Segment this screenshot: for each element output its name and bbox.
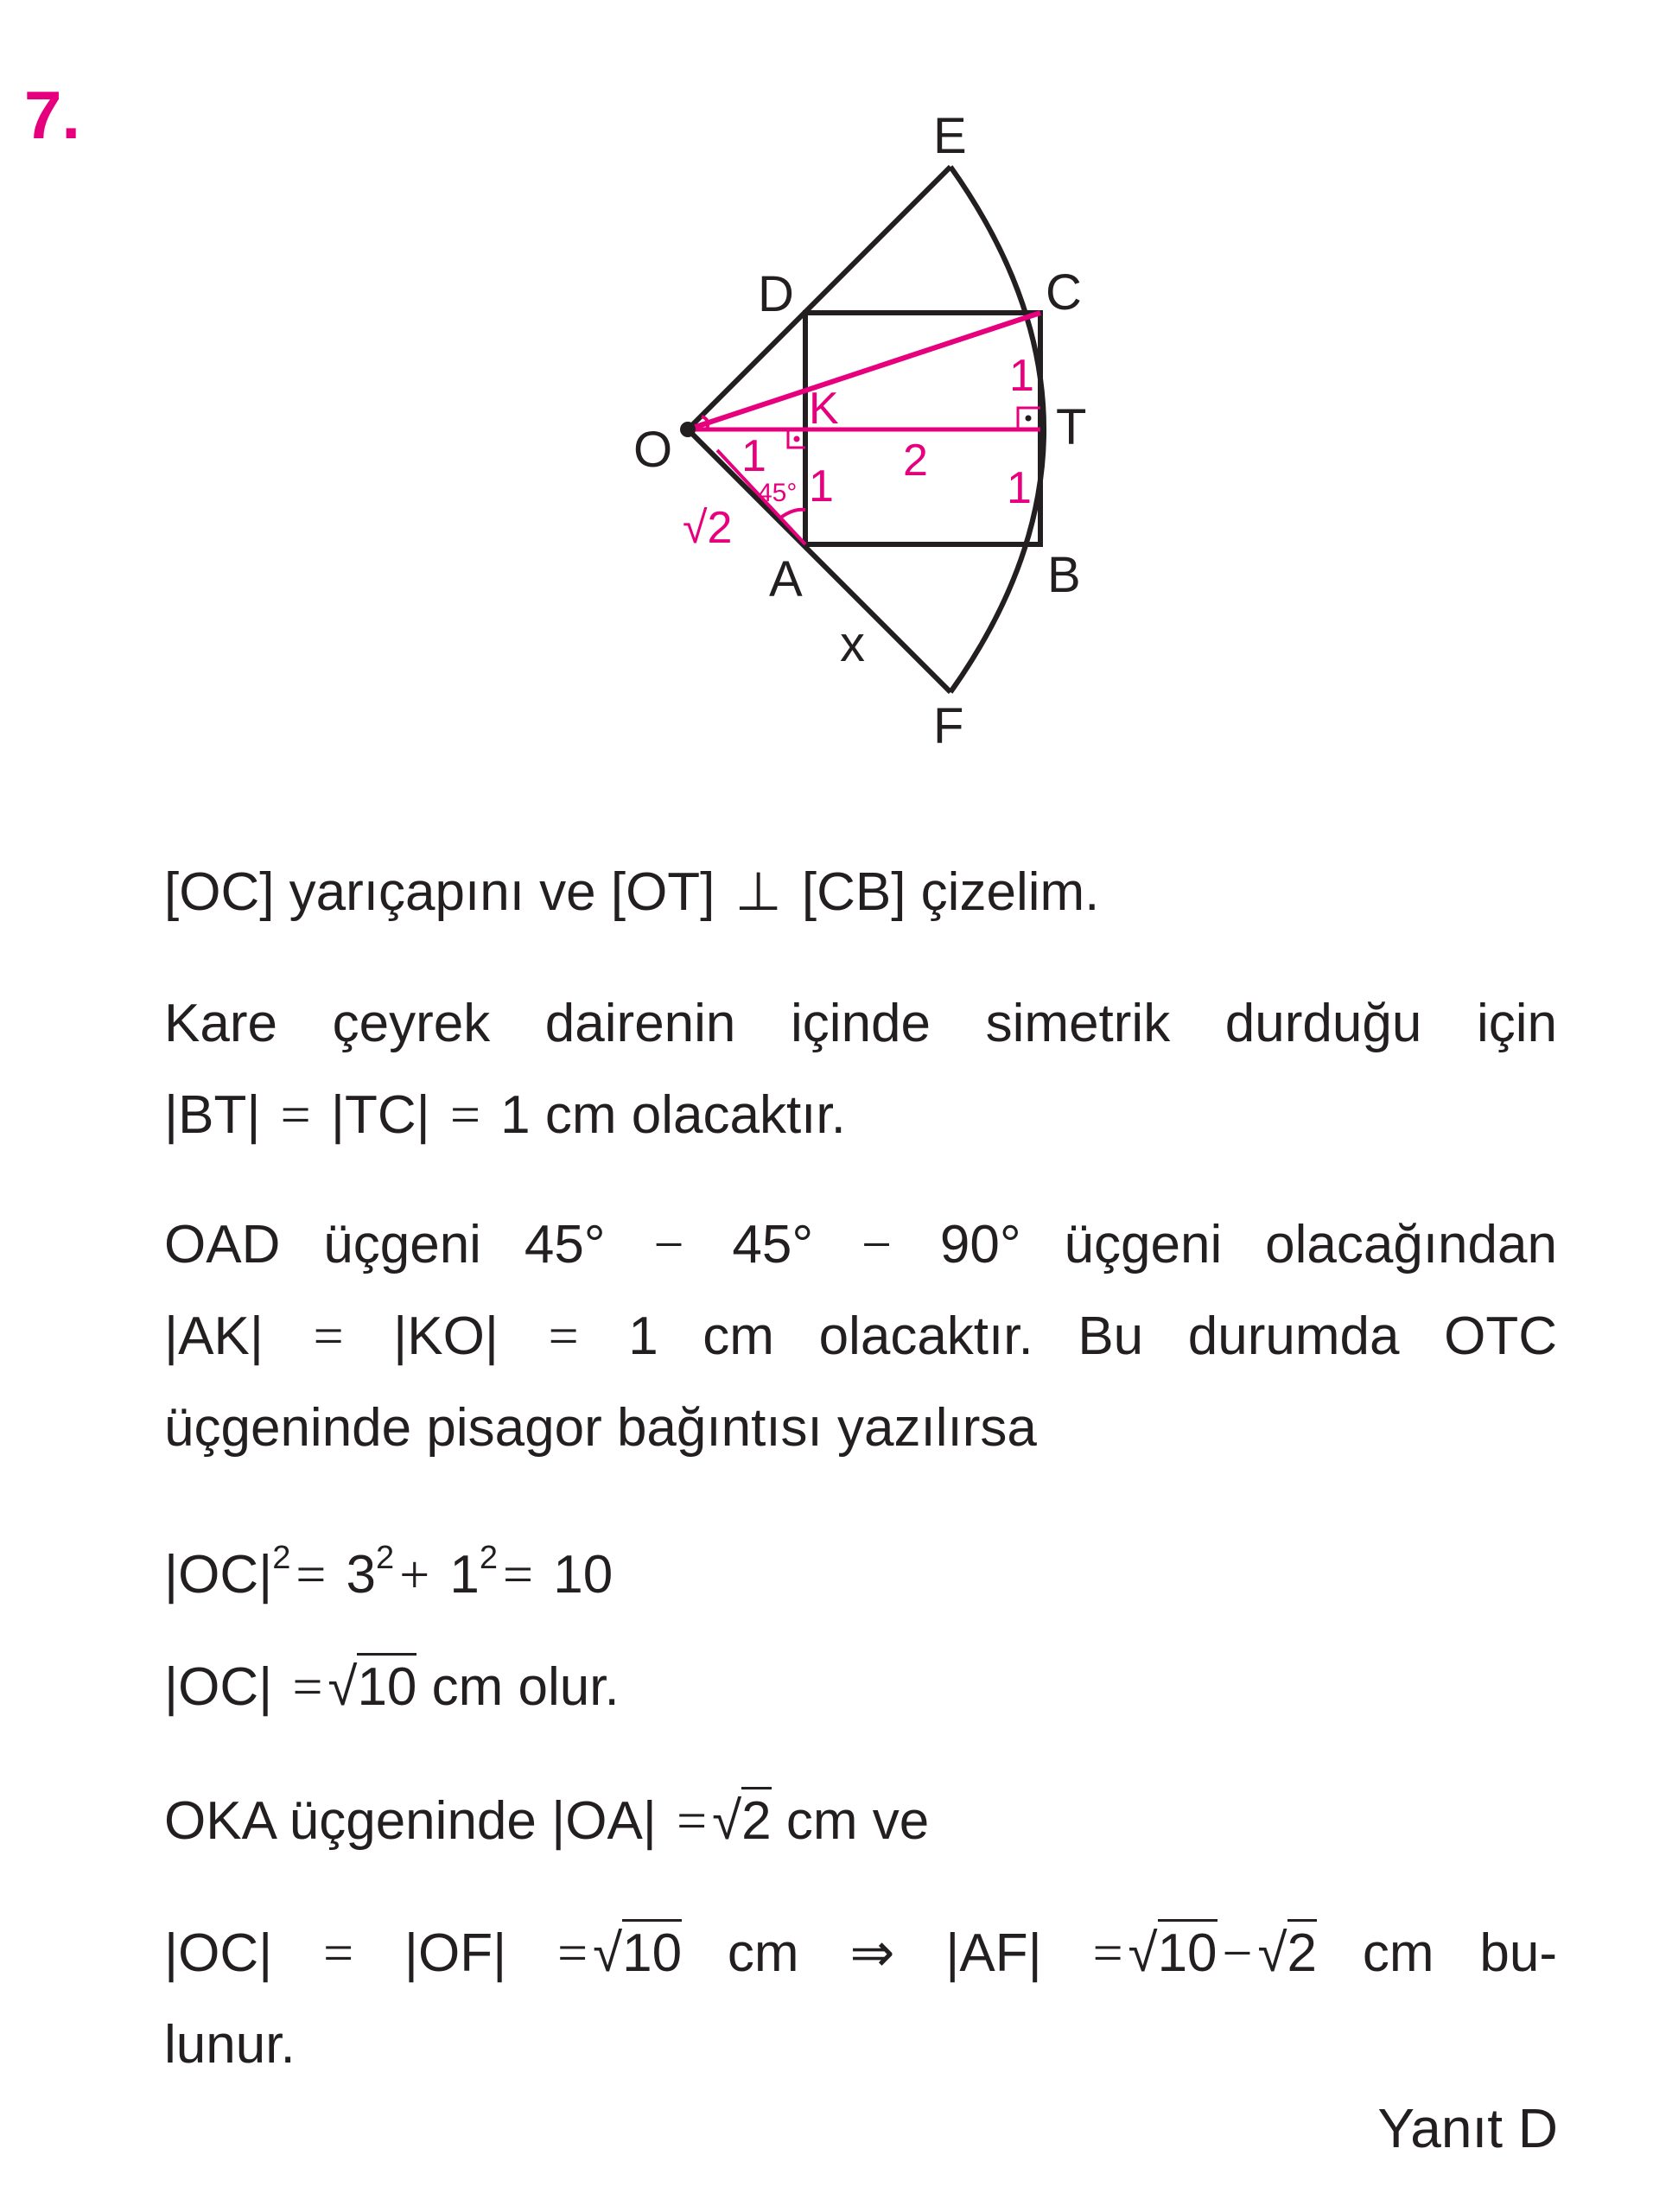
label-one-TC: 1 — [1009, 351, 1034, 401]
label-sqrt2: √2 — [683, 503, 733, 553]
solution-paragraph-2: Kare çeyrek dairenin içinde simetrik durduğu için |BT| = |TC| = 1 cm olacaktır. — [164, 994, 1557, 1145]
segment-OC — [688, 313, 1040, 429]
solution-equation-oc: |OC| =√10 cm olur. — [164, 1642, 1557, 1733]
solution-paragraph-7: |OC| = |OF| =√10 cm ⇒ |AF| =√10−√2 cm bu- lunur. — [164, 1908, 1557, 2091]
solution-paragraph-1: [OC] yarıçapını ve [OT] ⊥ [CB] çizelim. — [164, 862, 1100, 922]
label-D: D — [758, 266, 794, 322]
geometry-figure — [0, 0, 1653, 778]
dot-K — [794, 436, 800, 442]
label-two: 2 — [903, 435, 928, 486]
label-B: B — [1047, 547, 1081, 603]
solution-equation-pythagoras: $|OC|^2= 3^2+ 1^2= 10$ — [164, 1540, 614, 1605]
label-x: x — [840, 616, 865, 672]
solution-paragraph-3: OAD üçgeni 45° − 45° − 90° üçgeni olacağından |AK| = |KO| = 1 cm olacaktır. Bu durumda OTC üçgeninde pisagor bağıntısı yazılırsa — [164, 1215, 1557, 1458]
label-one-AK: 1 — [809, 461, 834, 512]
answer-label: Yanıt D — [1377, 2097, 1558, 2159]
solution-paragraph-6: OKA üçgeninde |OA| =√2 cm ve — [164, 1776, 1557, 1867]
point-O — [680, 422, 696, 437]
label-A: A — [769, 551, 803, 607]
dot-T — [1026, 416, 1032, 422]
label-E: E — [933, 108, 967, 164]
label-one-OK: 1 — [741, 431, 766, 481]
label-F: F — [933, 698, 964, 754]
label-K: K — [809, 384, 839, 434]
label-C: C — [1046, 264, 1082, 321]
label-O: O — [633, 422, 673, 478]
angle-arc-A — [779, 510, 805, 518]
label-angle-45: 45° — [758, 479, 798, 507]
label-T: T — [1056, 399, 1087, 455]
label-one-BT: 1 — [1007, 463, 1032, 513]
question-number: 7. — [24, 77, 81, 153]
